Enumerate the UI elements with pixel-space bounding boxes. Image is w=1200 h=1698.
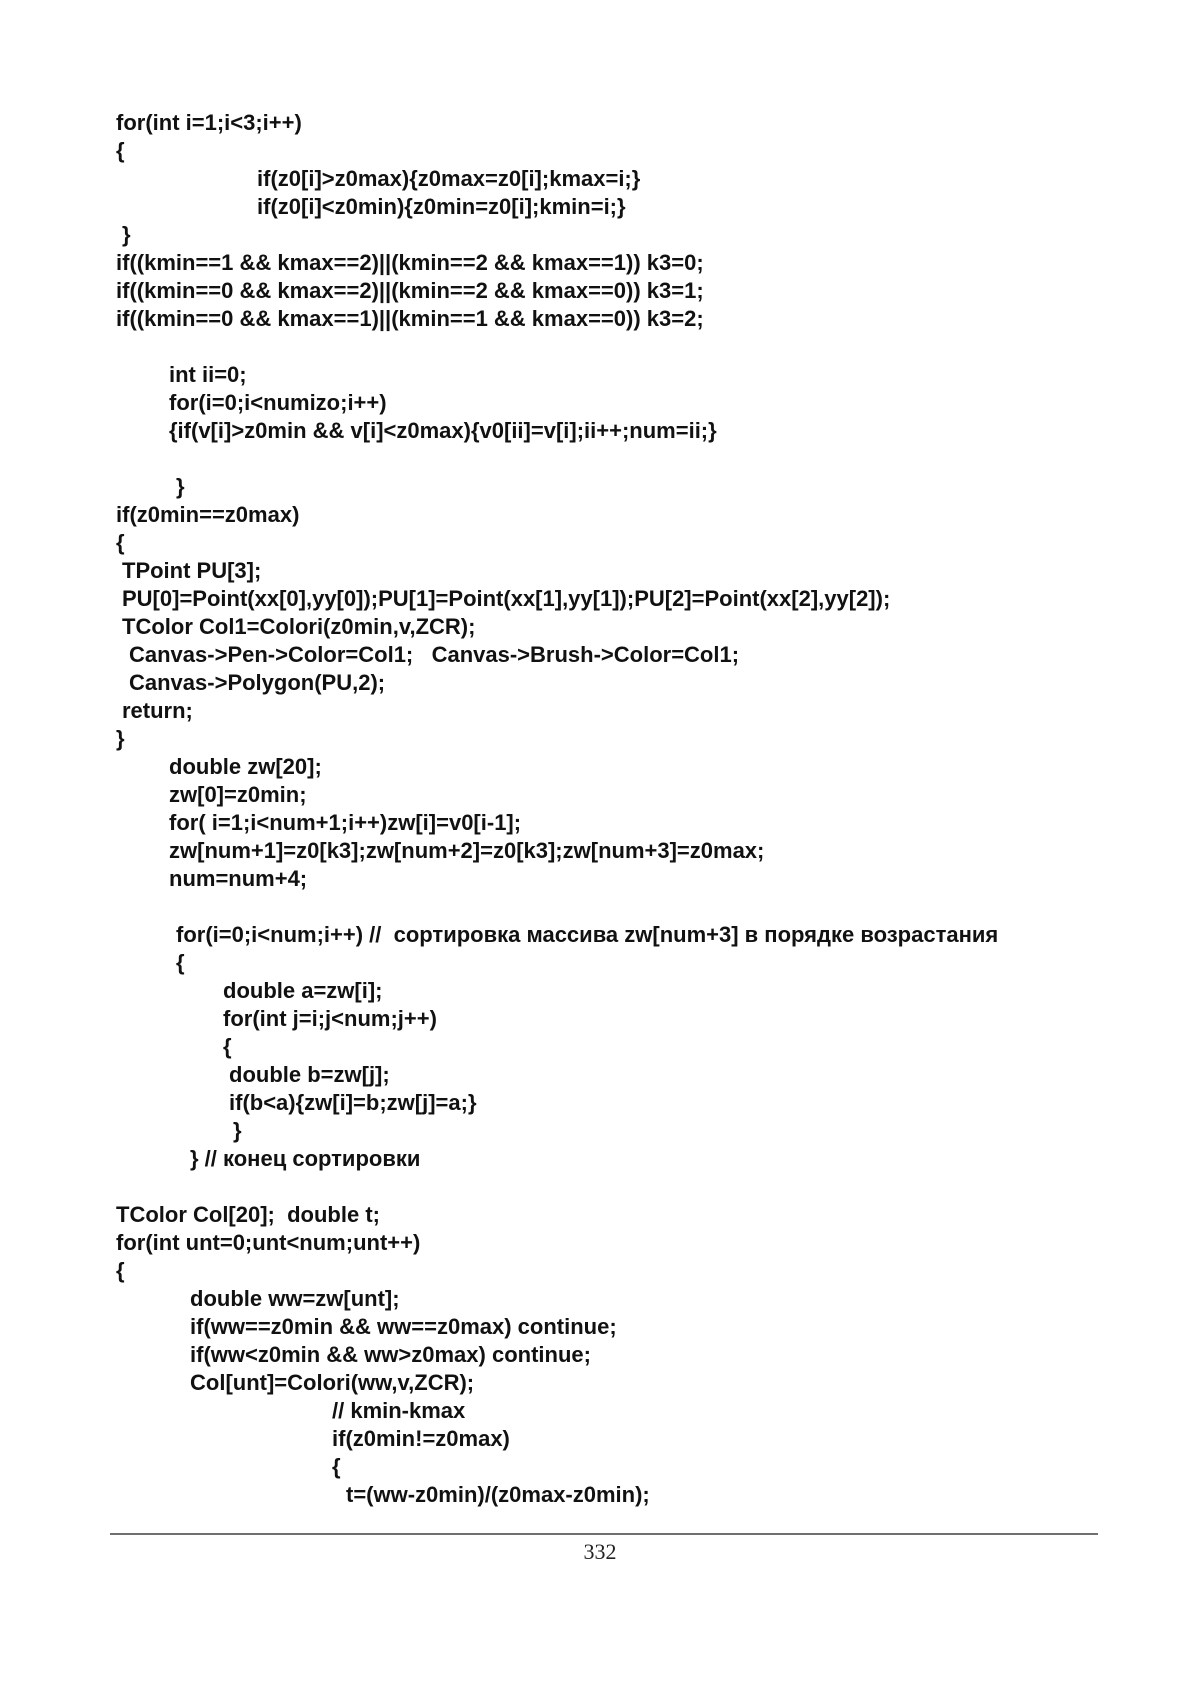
code-line: if(ww==z0min && ww==z0max) continue;: [190, 1314, 617, 1339]
code-line: double ww=zw[unt];: [190, 1286, 400, 1311]
code-line: {: [176, 950, 185, 975]
code-line: double a=zw[i];: [223, 978, 383, 1003]
code-line: {: [116, 1258, 125, 1283]
code-line: TPoint PU[3];: [122, 558, 262, 583]
code-line: }: [122, 222, 131, 247]
code-line: return;: [122, 698, 193, 723]
code-line: for(int i=1;i<3;i++): [116, 110, 302, 135]
code-line: double zw[20];: [169, 754, 322, 779]
code-line: if((kmin==0 && kmax==1)||(kmin==1 && kmax==0)) k3=2;: [116, 306, 704, 331]
code-line: Canvas->Pen->Color=Col1; Canvas->Brush->Color=Col1;: [129, 642, 740, 667]
code-line: num=num+4;: [169, 866, 308, 891]
page-number: 332: [583, 1539, 617, 1564]
code-line: for( i=1;i<num+1;i++)zw[i]=v0[i-1];: [169, 810, 522, 835]
code-line: if(z0[i]<z0min){z0min=z0[i];kmin=i;}: [257, 194, 626, 219]
code-line: {: [116, 530, 125, 555]
code-line: for(int unt=0;unt<num;unt++): [116, 1230, 421, 1255]
code-line: }: [116, 726, 125, 751]
code-line: double b=zw[j];: [229, 1062, 390, 1087]
code-line: if(z0min!=z0max): [332, 1426, 510, 1451]
code-line: TColor Col[20]; double t;: [116, 1202, 380, 1227]
code-line: zw[num+1]=z0[k3];zw[num+2]=z0[k3];zw[num+3]=z0max;: [169, 838, 765, 863]
code-line: zw[0]=z0min;: [169, 782, 307, 807]
code-line: if(ww<z0min && ww>z0max) continue;: [190, 1342, 591, 1367]
code-line: TColor Col1=Colori(z0min,v,ZCR);: [122, 614, 476, 639]
code-line: if((kmin==0 && kmax==2)||(kmin==2 && kmax==0)) k3=1;: [116, 278, 704, 303]
code-line: {: [332, 1454, 341, 1479]
code-line: for(i=0;i<numizo;i++): [169, 390, 387, 415]
code-line: {: [116, 138, 125, 163]
code-line: PU[0]=Point(xx[0],yy[0]);PU[1]=Point(xx[1],yy[1]);PU[2]=Point(xx[2],yy[2]);: [122, 586, 891, 611]
code-line: if(z0min==z0max): [116, 502, 300, 527]
code-line: if(z0[i]>z0max){z0max=z0[i];kmax=i;}: [257, 166, 641, 191]
code-line: {: [223, 1034, 232, 1059]
code-line: for(i=0;i<num;i++) // сортировка массива zw[num+3] в порядке возрастания: [176, 922, 999, 947]
footer-divider: [110, 1533, 1098, 1535]
code-line: int ii=0;: [169, 362, 247, 387]
code-line: Canvas->Polygon(PU,2);: [129, 670, 386, 695]
code-line: if(b<a){zw[i]=b;zw[j]=a;}: [229, 1090, 477, 1115]
code-line: } // конец сортировки: [190, 1146, 421, 1171]
code-line: if((kmin==1 && kmax==2)||(kmin==2 && kmax==1)) k3=0;: [116, 250, 704, 275]
code-line: }: [176, 474, 185, 499]
code-line: {if(v[i]>z0min && v[i]<z0max){v0[ii]=v[i];ii++;num=ii;}: [169, 418, 717, 443]
code-line: }: [233, 1118, 242, 1143]
code-line: t=(ww-z0min)/(z0max-z0min);: [346, 1482, 650, 1507]
code-line: // kmin-kmax: [332, 1398, 466, 1423]
code-line: Col[unt]=Colori(ww,v,ZCR);: [190, 1370, 475, 1395]
code-line: for(int j=i;j<num;j++): [223, 1006, 437, 1031]
